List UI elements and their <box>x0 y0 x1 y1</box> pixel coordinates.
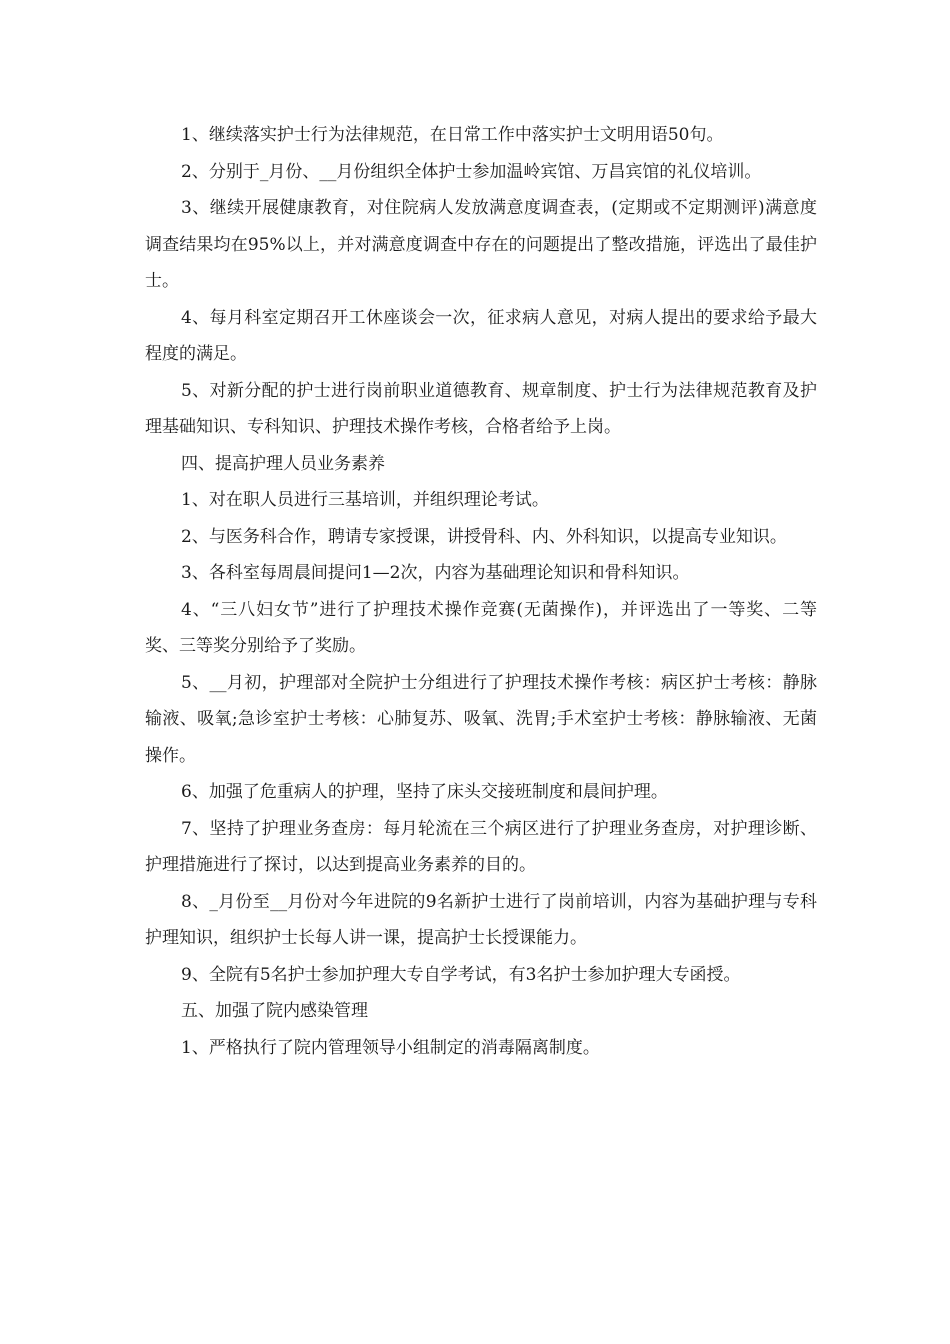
paragraph: 9、全院有5名护士参加护理大专自学考试，有3名护士参加护理大专函授。 <box>181 964 741 985</box>
document-body <box>145 117 817 1066</box>
paragraph: 8、_月份至__月份对今年进院的9名新护士进行了岗前培训，内容为基础护理与专科护理知识，组织护士长每人讲一课，提高护士长授课能力。 <box>145 891 817 948</box>
paragraph: 2、与医务科合作，聘请专家授课，讲授骨科、内、外科知识，以提高专业知识。 <box>181 526 787 547</box>
paragraph: 5、对新分配的护士进行岗前职业道德教育、规章制度、护士行为法律规范教育及护理基础知识、专科知识、护理技术操作考核，合格者给予上岗。 <box>145 380 817 437</box>
paragraph: 1、继续落实护士行为法律规范，在日常工作中落实护士文明用语50句。 <box>181 125 724 145</box>
paragraph: 2、分别于_月份、__月份组织全体护士参加温岭宾馆、万昌宾馆的礼仪培训。 <box>181 161 762 182</box>
paragraph: 6、加强了危重病人的护理，坚持了床头交接班制度和晨间护理。 <box>181 782 668 802</box>
paragraph: 4、“三八妇女节”进行了护理技术操作竞赛(无菌操作)，并评选出了一等奖、二等奖、三等奖分别给予了奖励。 <box>145 599 817 656</box>
paragraph: 4、每月科室定期召开工休座谈会一次，征求病人意见，对病人提出的要求给予最大程度的满足。 <box>145 307 817 364</box>
section-heading: 四、提高护理人员业务素养 <box>181 453 385 474</box>
paragraph: 3、各科室每周晨间提问1—2次，内容为基础理论知识和骨科知识。 <box>181 563 690 583</box>
section-heading: 五、加强了院内感染管理 <box>181 1001 368 1021</box>
paragraph: 1、严格执行了院内管理领导小组制定的消毒隔离制度。 <box>181 1037 600 1058</box>
paragraph: 7、坚持了护理业务查房：每月轮流在三个病区进行了护理业务查房，对护理诊断、护理措施进行了探讨，以达到提高业务素养的目的。 <box>145 818 817 875</box>
paragraph: 1、对在职人员进行三基培训，并组织理论考试。 <box>181 490 549 510</box>
paragraph: 3、继续开展健康教育，对住院病人发放满意度调查表，(定期或不定期测评)满意度调查结果均在95%以上，并对满意度调查中存在的问题提出了整改措施，评选出了最佳护士。 <box>145 198 817 291</box>
paragraph: 5、__月初，护理部对全院护士分组进行了护理技术操作考核：病区护士考核：静脉输液、吸氧;急诊室护士考核：心肺复苏、吸氧、洗胃;手术室护士考核：静脉输液、无菌操作。 <box>145 672 817 766</box>
